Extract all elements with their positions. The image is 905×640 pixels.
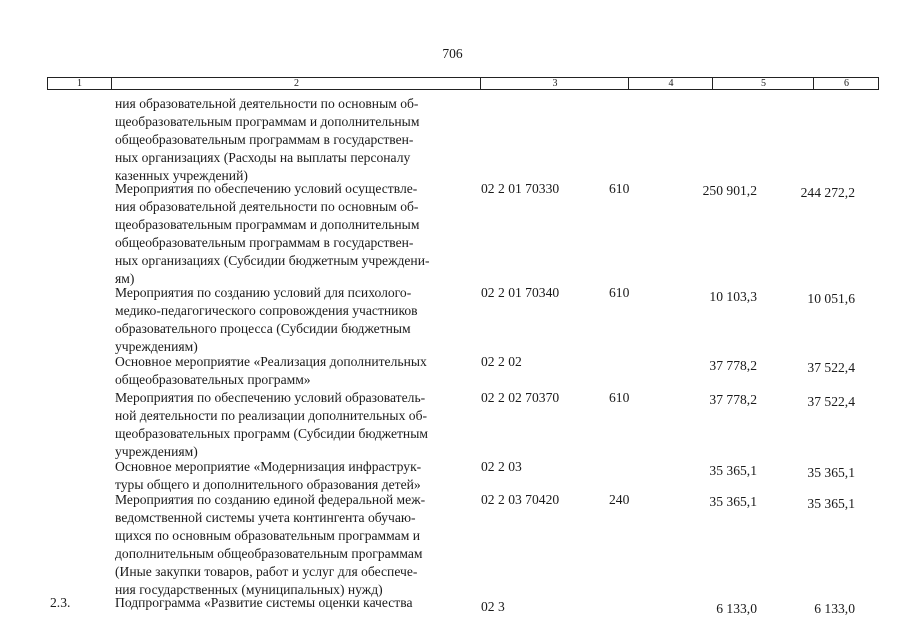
row-value-col5: 250 901,2: [702, 183, 757, 198]
row-code: 02 2 03 70420: [481, 492, 560, 507]
header-col-6: 6: [813, 78, 879, 89]
row-name-line: учреждениям): [115, 444, 198, 459]
row-name-line: Основное мероприятие «Модернизация инфраструк-: [115, 459, 422, 474]
table-header: [47, 77, 879, 90]
row-value-col5: 6 133,0: [716, 601, 757, 616]
row-name: [115, 284, 475, 356]
row-name-line: ведомственной системы учета контингента обучаю-: [115, 510, 416, 525]
row-name-line: ния государственных (муниципальных) нужд): [115, 582, 383, 597]
header-col-2: 2: [111, 78, 481, 89]
header-col-4: 4: [628, 78, 713, 89]
row-name: [115, 95, 475, 185]
row-expense-type: 610: [609, 181, 630, 196]
row-code: 02 2 02 70370: [481, 390, 560, 405]
row-name-line: ной деятельности по реализации дополнительных об-: [115, 408, 428, 423]
row-expense-type: 240: [609, 492, 630, 507]
row-value-col5: 35 365,1: [709, 463, 757, 478]
row-name: [115, 594, 475, 612]
row-name-line: общеобразовательным программам в государствен-: [115, 235, 414, 250]
row-value-col6: 244 272,2: [800, 185, 855, 200]
row-name-line: щихся по основным образовательным программам и: [115, 528, 420, 543]
row-expense-type: 610: [609, 390, 630, 405]
row-name-line: дополнительным общеобразовательным программам: [115, 546, 423, 561]
header-col-1: 1: [77, 78, 82, 89]
row-name-line: общеобразовательных программ»: [115, 372, 311, 387]
row-name-line: Мероприятия по созданию единой федеральной меж-: [115, 492, 426, 507]
row-name-line: щеобразовательных программ (Субсидии бюджетным: [115, 426, 428, 441]
row-name-line: ям): [115, 271, 135, 286]
row-name: [115, 458, 475, 494]
row-name-line: казенных учреждений): [115, 168, 248, 183]
row-value-col6: 37 522,4: [807, 394, 855, 409]
row-code: 02 2 02: [481, 354, 522, 369]
row-value-col5: 37 778,2: [709, 392, 757, 407]
row-code: 02 3: [481, 599, 505, 614]
row-name-line: (Иные закупки товаров, работ и услуг для обеспече-: [115, 564, 418, 579]
row-name-line: Подпрограмма «Развитие системы оценки качества: [115, 595, 413, 610]
row-name-line: туры общего и дополнительного образования детей»: [115, 477, 421, 492]
row-value-col6: 35 365,1: [807, 465, 855, 480]
row-value-col6: 35 365,1: [807, 496, 855, 511]
row-name-line: Основное мероприятие «Реализация дополнительных: [115, 354, 427, 369]
row-value-col6: 6 133,0: [814, 601, 855, 616]
row-name-line: щеобразовательным программам и дополнительным: [115, 217, 420, 232]
row-value-col5: 10 103,3: [709, 289, 757, 304]
row-number: 2.3.: [50, 595, 71, 610]
row-name-line: щеобразовательным программам и дополнительным: [115, 114, 420, 129]
page-number: 706: [442, 46, 463, 61]
row-name: [115, 491, 475, 599]
row-expense-type: 610: [609, 285, 630, 300]
row-code: 02 2 01 70330: [481, 181, 560, 196]
header-col-5: 5: [712, 78, 814, 89]
row-name: [115, 389, 475, 461]
row-code: 02 2 03: [481, 459, 522, 474]
row-name-line: ных организациях (Расходы на выплаты персоналу: [115, 150, 411, 165]
row-name-line: Мероприятия по обеспечению условий образователь-: [115, 390, 426, 405]
row-name-line: медико-педагогического сопровождения участников: [115, 303, 418, 318]
header-col-3: 3: [480, 78, 629, 89]
row-value-col5: 37 778,2: [709, 358, 757, 373]
row-name-line: Мероприятия по обеспечению условий осуществле-: [115, 181, 418, 196]
row-name-line: ния образовательной деятельности по основным об-: [115, 199, 419, 214]
row-value-col5: 35 365,1: [709, 494, 757, 509]
row-name-line: учреждениям): [115, 339, 198, 354]
row-value-col6: 10 051,6: [807, 291, 855, 306]
row-value-col6: 37 522,4: [807, 360, 855, 375]
row-name-line: образовательного процесса (Субсидии бюджетным: [115, 321, 411, 336]
row-name-line: ния образовательной деятельности по основным об-: [115, 96, 419, 111]
row-name: [115, 180, 475, 288]
row-name-line: ных организациях (Субсидии бюджетным учреждени-: [115, 253, 430, 268]
row-name: [115, 353, 475, 389]
row-code: 02 2 01 70340: [481, 285, 560, 300]
row-name-line: общеобразовательным программам в государствен-: [115, 132, 414, 147]
row-name-line: Мероприятия по созданию условий для психолого-: [115, 285, 412, 300]
